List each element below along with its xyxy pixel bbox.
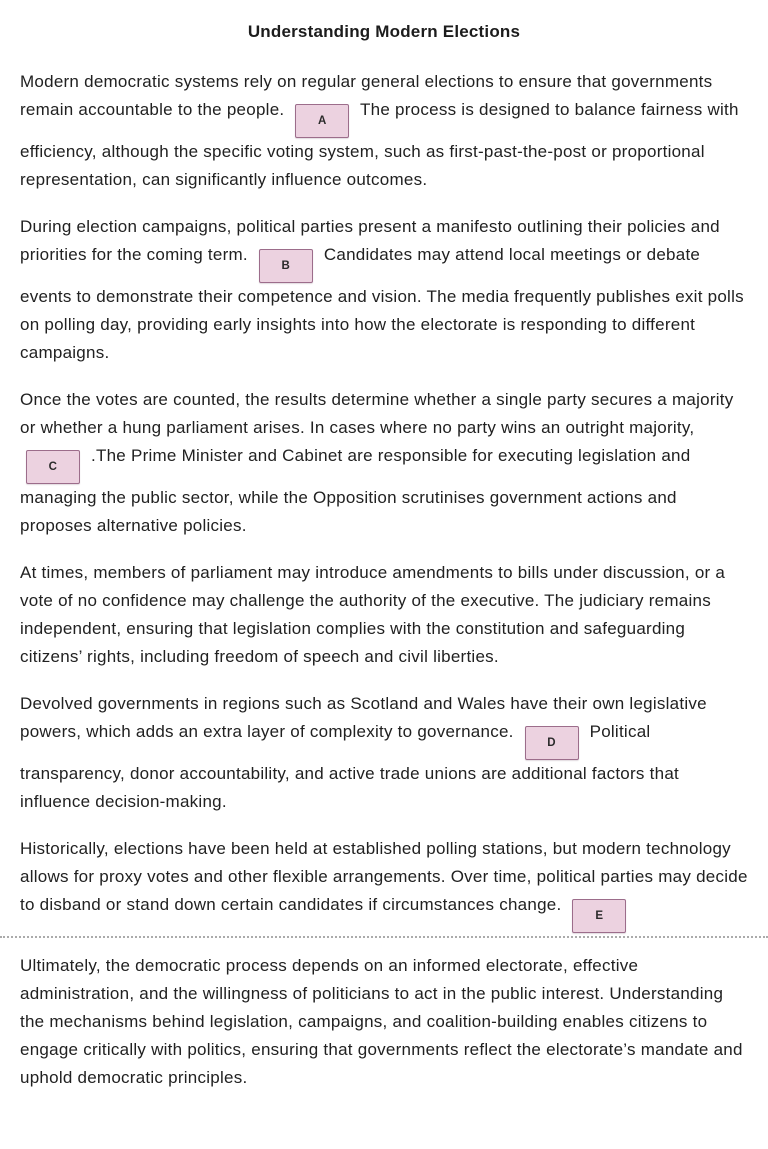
paragraph-text: Political transparency, donor accountability, and active trade unions are additional factors that influence decision-making.	[20, 722, 680, 811]
paragraph	[20, 952, 748, 1092]
paragraph-text: Once the votes are counted, the results determine whether a single party secures a majority or whether a hung parliament arises. In cases where no party wins an outright majority,	[20, 390, 734, 437]
gap-slot-B[interactable]: B	[259, 249, 313, 283]
paragraph-text: The process is designed to balance fairness with efficiency, although the specific voting system, such as first-past-the-post or proportional representation, can significantly influence outcomes.	[20, 100, 739, 189]
paragraph-text: Devolved governments in regions such as Scotland and Wales have their own legislative powers, which adds an extra layer of complexity to governance.	[20, 694, 707, 741]
gap-slot-C[interactable]: C	[26, 450, 80, 484]
paragraph	[20, 386, 748, 540]
page-title: Understanding Modern Elections	[247, 22, 521, 41]
paragraph-text: .The Prime Minister and Cabinet are responsible for executing legislation and managing the public sector, while the Opposition scrutinises government actions and proposes alternative policies.	[20, 446, 691, 535]
page-break-line	[0, 936, 768, 938]
paragraph-text: During election campaigns, political parties present a manifesto outlining their policies and priorities for the coming term.	[20, 217, 720, 264]
paragraph-text: Ultimately, the democratic process depends on an informed electorate, effective administration, and the willingness of politicians to act in the public interest. Understanding the mechanisms behind legislation, campaigns, and coalition‑building enables citizens to engage critically with politics, ensuring that governments reflect the electorate’s mandate and uphold democratic principles.	[20, 956, 743, 1087]
paragraph	[20, 68, 748, 194]
paragraph-text: Modern democratic systems rely on regular general elections to ensure that governments remain accountable to the people.	[20, 72, 713, 119]
paragraph-text: Historically, elections have been held at established polling stations, but modern technology allows for proxy votes and other flexible arrangements. Over time, political parties may decide to disband or stand down certain candidates if circumstances change.	[20, 839, 748, 914]
gap-slot-D[interactable]: D	[525, 726, 579, 760]
gap-slot-E[interactable]: E	[572, 899, 626, 933]
paragraph-text: At times, members of parliament may introduce amendments to bills under discussion, or a vote of no confidence may challenge the authority of the executive. The judiciary remains independent, ensuring that legislation complies with the constitution and safeguarding citizens’ rights, including freedom of speech and civil liberties.	[20, 563, 726, 666]
paragraph	[20, 690, 748, 816]
paragraph	[20, 835, 748, 933]
paragraph-text: Candidates may attend local meetings or debate events to demonstrate their competence and vision. The media frequently publishes exit polls on polling day, providing early insights into how the electorate is responding to different campaigns.	[20, 245, 744, 362]
paragraph	[20, 213, 748, 367]
gap-slot-A[interactable]: A	[295, 104, 349, 138]
paragraph	[20, 559, 748, 671]
document-body	[20, 68, 748, 1092]
